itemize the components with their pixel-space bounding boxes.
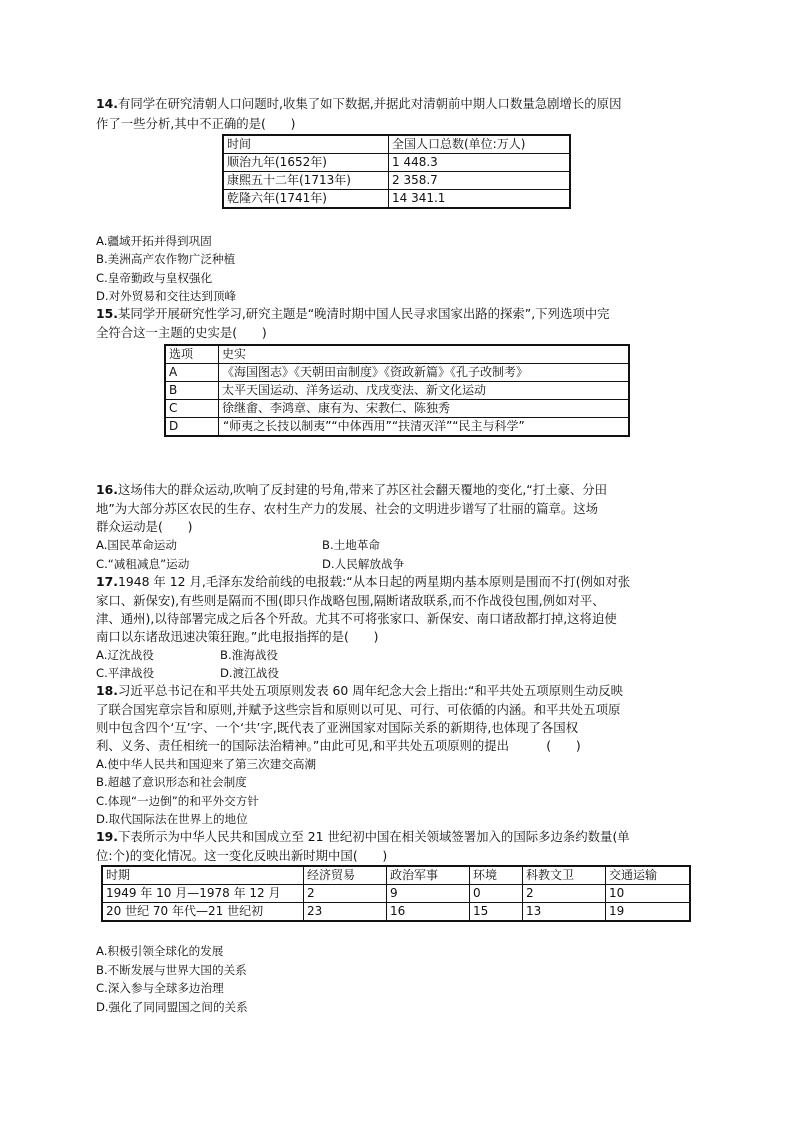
table-row (102, 885, 690, 903)
table-row (165, 364, 629, 382)
question-number: 18. (96, 683, 118, 698)
table-cell: 2 (304, 885, 387, 903)
option-a: A.使中华人民共和国迎来了第三次建交高潮 (96, 757, 317, 771)
table-cell: C (165, 400, 219, 418)
question-14-line-2: 作了一些分析,其中不正确的是( ) (96, 116, 296, 131)
question-15-line-2: 全符合这一主题的史实是( ) (96, 325, 267, 340)
table-cell: 15 (470, 903, 523, 922)
table-row (165, 418, 629, 437)
table-header-row (165, 345, 629, 364)
question-17-line-4: 南口以东诸敌迅速决策狂跑。”此电报指挥的是( ) (96, 629, 379, 644)
question-17-line-1 (96, 573, 630, 591)
table-cell: B (165, 382, 219, 400)
question-18-line-2: 了联合国宪章宗旨和原则,并赋予这些宗旨和原则以可见、可行、可依循的内涵。和平共处五项原 (96, 702, 621, 717)
treaty-count-table (101, 865, 691, 922)
table-cell: 9 (387, 885, 470, 903)
table-header-cell: 交通运输 (606, 866, 691, 885)
table-cell: 10 (606, 885, 691, 903)
table-header-cell: 经济贸易 (304, 866, 387, 885)
option-a: A.积极引领全球化的发展 (96, 944, 224, 958)
table-header-cell: 时间 (223, 135, 389, 154)
table-cell: 太平天国运动、洋务运动、戊戌变法、新文化运动 (219, 382, 630, 400)
table-header-cell: 政治军事 (387, 866, 470, 885)
table-cell: D (165, 418, 219, 437)
table-row (223, 172, 570, 190)
option-d: D.对外贸易和交往达到顶峰 (96, 289, 237, 303)
table-cell: 14 341.1 (389, 190, 571, 209)
table-cell: 康熙五十二年(1713年) (223, 172, 389, 190)
option-d: D.取代国际法在世界上的地位 (96, 812, 248, 826)
table-cell: 0 (470, 885, 523, 903)
question-16-line-2: 地”为大部分苏区农民的生存、农村生产力的发展、社会的文明进步谱写了壮丽的篇章。这场 (96, 501, 599, 516)
table-cell: 16 (387, 903, 470, 922)
question-18-line-3: 则中包含四个‘互’字、一个‘共’字,既代表了亚洲国家对国际关系的新期待,也体现了各国权 (96, 720, 579, 735)
question-text: 这场伟大的群众运动,吹响了反封建的号角,带来了苏区社会翻天覆地的变化,“打土豪、分田 (117, 482, 608, 497)
table-cell: 《海国图志》《天朝田亩制度》《资政新篇》《孔子改制考》 (219, 364, 630, 382)
table-cell: A (165, 364, 219, 382)
option-c: C.皇帝勤政与皇权强化 (96, 271, 213, 285)
question-18-line-1 (96, 682, 623, 700)
question-number: 19. (96, 829, 118, 844)
table-cell: 13 (523, 903, 606, 922)
table-cell: 徐继畬、李鸿章、康有为、宋教仁、陈独秀 (219, 400, 630, 418)
option-a: A.国民革命运动 (96, 538, 177, 552)
option-a: A.疆域开拓并得到巩固 (96, 234, 212, 248)
option-d: D.渡江战役 (220, 666, 279, 680)
option-b: B.淮海战役 (220, 648, 279, 662)
table-cell: 1949 年 10 月—1978 年 12 月 (102, 885, 304, 903)
table-cell: 2 358.7 (389, 172, 571, 190)
table-row (165, 400, 629, 418)
table-header-row (102, 866, 690, 885)
table-header-cell: 环境 (470, 866, 523, 885)
option-b: B.土地革命 (322, 538, 381, 552)
table-header-row (223, 135, 570, 154)
table-cell: 19 (606, 903, 691, 922)
table-cell: 2 (523, 885, 606, 903)
question-16-line-1 (96, 481, 607, 499)
question-text: 有同学在研究清朝人口问题时,收集了如下数据,并据此对清朝前中期人口数量急剧增长的原因 (117, 96, 622, 111)
option-c: C.平津战役 (96, 666, 155, 680)
option-c: C.深入参与全球多边治理 (96, 981, 224, 995)
option-a: A.辽沈战役 (96, 648, 154, 662)
question-15-line-1 (96, 305, 610, 323)
table-cell: 顺治九年(1652年) (223, 154, 389, 172)
question-text: 1948 年 12 月,毛泽东发给前线的电报载:“从本日起的两星期内基本原则是围而不打(例如对张 (117, 574, 631, 589)
question-text: 下表所示为中华人民共和国成立至 21 世纪初中国在相关领域签署加入的国际多边条约数量(单 (117, 829, 630, 844)
option-b: B.不断发展与世界大国的关系 (96, 963, 247, 977)
table-row (223, 190, 570, 209)
question-number: 15. (96, 306, 118, 321)
question-17-line-3: 津、通州),以待部署完成之后各个歼敌。尤其不可将张家口、新保安、南口诸敌都打掉,这将迫使 (96, 611, 617, 626)
option-d: D.人民解放战争 (322, 557, 405, 571)
table-row (102, 903, 690, 922)
table-row (165, 382, 629, 400)
option-b: B.超越了意识形态和社会制度 (96, 775, 247, 789)
question-14-line-1 (96, 95, 621, 113)
table-cell: “师夷之长技以制夷”“中体西用”“扶清灭洋”“民主与科学” (219, 418, 630, 437)
option-b: B.美洲高产农作物广泛种植 (96, 252, 236, 266)
table-header-cell: 选项 (165, 345, 219, 364)
table-header-cell: 时期 (102, 866, 304, 885)
question-16-line-3: 群众运动是( ) (96, 519, 193, 534)
question-17-line-2: 家口、新保安),有些则是隔而不围(即只作战略包围,隔断诸敌联系,而不作战役包围,例如对平、 (96, 593, 605, 608)
question-number: 14. (96, 96, 118, 111)
table-cell: 1 448.3 (389, 154, 571, 172)
table-header-cell: 全国人口总数(单位:万人) (389, 135, 571, 154)
question-text: 某同学开展研究性学习,研究主题是“晚清时期中国人民寻求国家出路的探索”,下列选项中完 (117, 306, 610, 321)
option-d: D.强化了同同盟国之间的关系 (96, 1000, 248, 1014)
option-c: C.“减租减息”运动 (96, 557, 190, 571)
population-table (222, 134, 571, 209)
question-text: 习近平总书记在和平共处五项原则发表 60 周年纪念大会上指出:“和平共处五项原则生动反映 (117, 683, 624, 698)
table-header-cell: 史实 (219, 345, 630, 364)
table-header-cell: 科教文卫 (523, 866, 606, 885)
table-row (223, 154, 570, 172)
question-19-line-1 (96, 828, 630, 846)
question-number: 16. (96, 482, 118, 497)
option-c: C.体现“一边倒”的和平外交方针 (96, 794, 259, 808)
history-facts-table (164, 344, 630, 437)
table-cell: 23 (304, 903, 387, 922)
question-19-line-2: 位:个)的变化情况。这一变化反映出新时期中国( ) (96, 848, 388, 863)
table-cell: 乾隆六年(1741年) (223, 190, 389, 209)
question-number: 17. (96, 574, 118, 589)
table-cell: 20 世纪 70 年代—21 世纪初 (102, 903, 304, 922)
question-18-line-4: 利、义务、责任相统一的国际法治精神。”由此可见,和平共处五项原则的提出 ( ) (96, 738, 581, 753)
